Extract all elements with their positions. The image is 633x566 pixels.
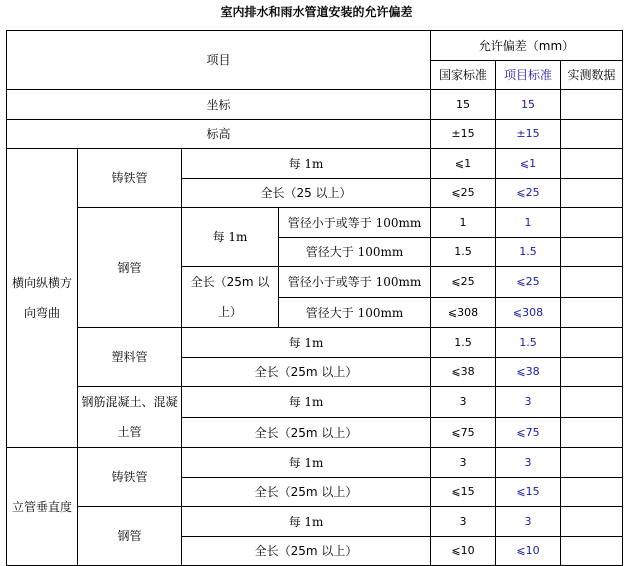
h-cast-iron-label: 铸铁管 [78,149,182,208]
v-steel-full-measured[interactable] [561,537,623,566]
h-steel-label: 钢管 [78,208,182,328]
h-steel-full-large-label: 管径大于 100mm [279,298,431,328]
h-concrete-full-national: ⩽75 [431,418,496,448]
v-steel-label: 钢管 [78,507,182,566]
h-steel-full-large-measured[interactable] [561,298,623,328]
elev-project: ±15 [496,120,561,149]
table-row [7,120,623,149]
v-cast-iron-full-project: ⩽15 [496,478,561,507]
h-plastic-per-m-national: 1.5 [431,328,496,358]
v-steel-full-project: ⩽10 [496,537,561,566]
h-concrete-per-m-project: 3 [496,387,561,418]
table-row [7,208,623,238]
v-steel-per-m-measured[interactable] [561,507,623,537]
header-row-1 [7,31,623,61]
h-cast-iron-per-m-measured[interactable] [561,149,623,179]
h-steel-full-large-national: ⩽308 [431,298,496,328]
h-steel-full-small-measured[interactable] [561,267,623,298]
h-cast-iron-full-label: 全长（25 以上） [182,179,431,208]
h-cast-iron-full-project: ⩽25 [496,179,561,208]
table-row [7,328,623,358]
h-concrete-full-label: 全长（25m 以上） [182,418,431,448]
header-item: 项目 [7,31,431,90]
vertical-group-label: 立管垂直度 [7,448,78,566]
header-allowed: 允许偏差（mm） [431,31,623,61]
v-cast-iron-per-m-measured[interactable] [561,448,623,478]
table-row [7,387,623,418]
h-plastic-per-m-measured[interactable] [561,328,623,358]
h-steel-full-small-label: 管径小于或等于 100mm [279,267,431,298]
coord-label: 坐标 [7,90,431,120]
h-cast-iron-per-m-national: ⩽1 [431,149,496,179]
v-cast-iron-label: 铸铁管 [78,448,182,507]
h-steel-per-m-small-national: 1 [431,208,496,238]
h-concrete-per-m-national: 3 [431,387,496,418]
h-concrete-full-project: ⩽75 [496,418,561,448]
v-cast-iron-per-m-national: 3 [431,448,496,478]
h-steel-per-m-large-measured[interactable] [561,238,623,267]
h-concrete-label: 钢筋混凝土、混凝土管 [78,387,182,448]
h-steel-per-m-large-national: 1.5 [431,238,496,267]
h-plastic-full-project: ⩽38 [496,358,561,387]
elev-label: 标高 [7,120,431,149]
v-cast-iron-per-m-project: 3 [496,448,561,478]
h-steel-full-small-national: ⩽25 [431,267,496,298]
coord-national: 15 [431,90,496,120]
v-cast-iron-full-measured[interactable] [561,478,623,507]
horizontal-group-label: 横向纵横方向弯曲 [7,149,78,448]
h-plastic-per-m-label: 每 1m [182,328,431,358]
v-steel-full-national: ⩽10 [431,537,496,566]
h-plastic-label: 塑料管 [78,328,182,387]
v-cast-iron-per-m-label: 每 1m [182,448,431,478]
h-cast-iron-per-m-project: ⩽1 [496,149,561,179]
v-cast-iron-full-label: 全长（25m 以上） [182,478,431,507]
coord-project: 15 [496,90,561,120]
table-row [7,507,623,537]
h-plastic-per-m-project: 1.5 [496,328,561,358]
h-steel-per-m-small-project: 1 [496,208,561,238]
v-steel-per-m-label: 每 1m [182,507,431,537]
h-concrete-full-measured[interactable] [561,418,623,448]
h-steel-per-m-label: 每 1m [182,208,279,267]
v-steel-per-m-project: 3 [496,507,561,537]
h-cast-iron-full-measured[interactable] [561,179,623,208]
tolerance-table [6,30,623,566]
elev-measured[interactable] [561,120,623,149]
v-steel-per-m-national: 3 [431,507,496,537]
h-steel-per-m-small-measured[interactable] [561,208,623,238]
v-cast-iron-full-national: ⩽15 [431,478,496,507]
header-measured: 实测数据 [561,61,623,90]
h-cast-iron-per-m-label: 每 1m [182,149,431,179]
header-project: 项目标准 [496,61,561,90]
document-title: 室内排水和雨水管道安装的允许偏差 [220,5,413,19]
h-steel-per-m-small-label: 管径小于或等于 100mm [279,208,431,238]
coord-measured[interactable] [561,90,623,120]
h-plastic-full-measured[interactable] [561,358,623,387]
v-steel-full-label: 全长（25m 以上） [182,537,431,566]
h-steel-full-label: 全长（25m 以上） [182,267,279,328]
h-steel-full-small-project: ⩽25 [496,267,561,298]
table-row [7,448,623,478]
table-row [7,149,623,179]
h-cast-iron-full-national: ⩽25 [431,179,496,208]
elev-national: ±15 [431,120,496,149]
table-row [7,90,623,120]
h-steel-per-m-large-project: 1.5 [496,238,561,267]
h-plastic-full-label: 全长（25m 以上） [182,358,431,387]
header-national: 国家标准 [431,61,496,90]
h-plastic-full-national: ⩽38 [431,358,496,387]
h-steel-full-large-project: ⩽308 [496,298,561,328]
h-concrete-per-m-measured[interactable] [561,387,623,418]
h-steel-per-m-large-label: 管径大于 100mm [279,238,431,267]
h-concrete-per-m-label: 每 1m [182,387,431,418]
